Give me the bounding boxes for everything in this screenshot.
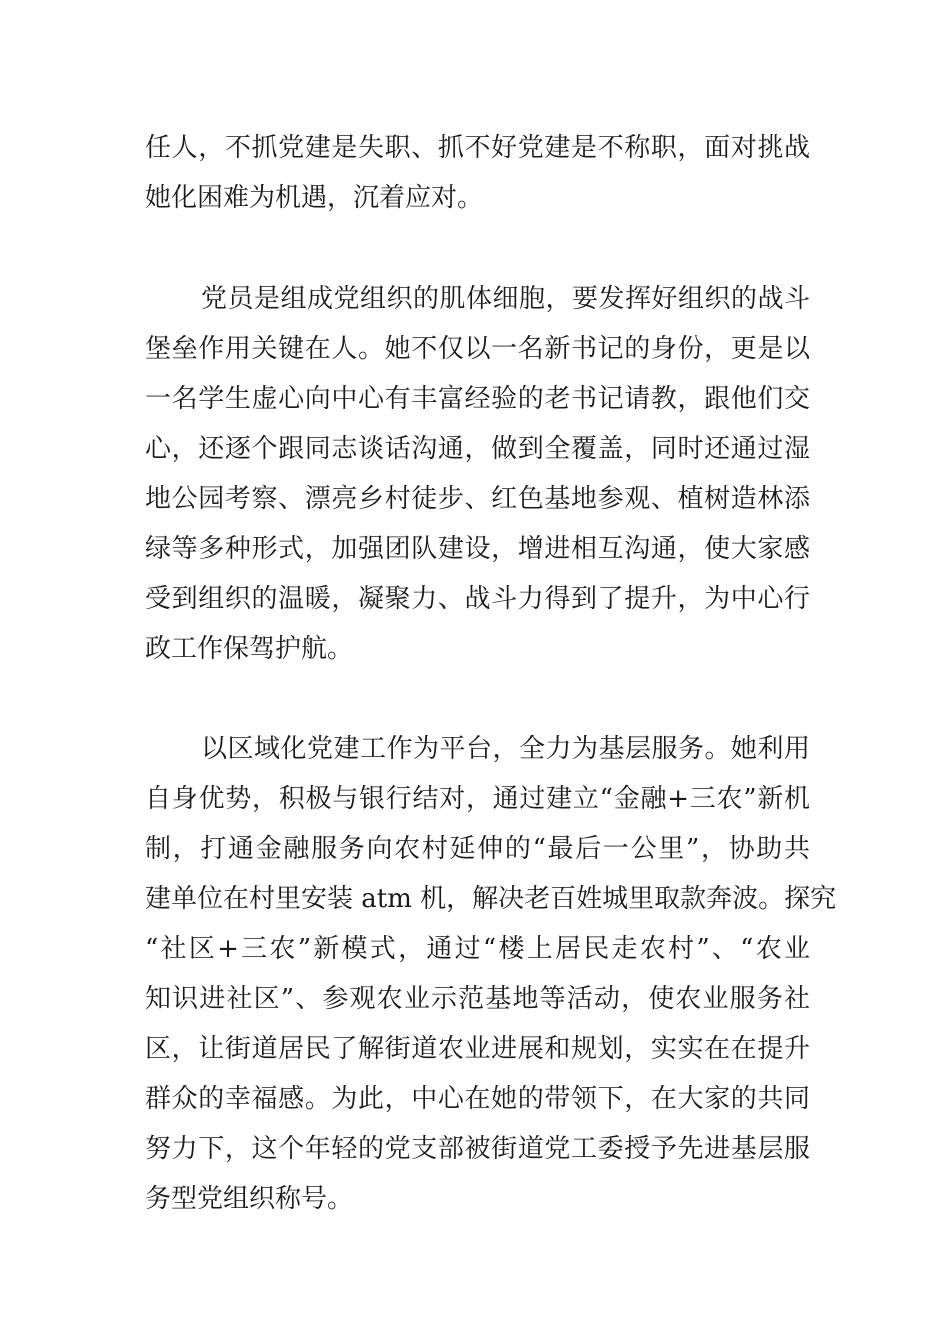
text-line: 建单位在村里安装 atm 机，解决老百姓城里取款奔波。探究 bbox=[145, 884, 837, 914]
text-line: 政工作保驾护航。 bbox=[145, 634, 354, 664]
text-line: “社区+三农”新模式，通过“楼上居民走农村”、“农业 bbox=[145, 934, 810, 964]
text-line: 自身优势，积极与银行结对，通过建立“金融+三农”新机 bbox=[145, 784, 810, 814]
text-line: 群众的幸福感。为此，中心在她的带领下，在大家的共同 bbox=[145, 1084, 810, 1114]
text-line: 区，让街道居民了解街道农业进展和规划，实实在在提升 bbox=[145, 1034, 810, 1064]
text-line: 心，还逐个跟同志谈话沟通，做到全覆盖，同时还通过湿 bbox=[145, 434, 810, 464]
text-line: 任人，不抓党建是失职、抓不好党建是不称职，面对挑战 bbox=[145, 133, 810, 163]
text-line: 知识进社区”、参观农业示范基地等活动，使农业服务社 bbox=[145, 984, 810, 1014]
text-line: 堡垒作用关键在人。她不仅以一名新书记的身份，更是以 bbox=[145, 334, 810, 364]
text-line: 受到组织的温暖，凝聚力、战斗力得到了提升，为中心行 bbox=[145, 584, 810, 614]
text-line: 她化困难为机遇，沉着应对。 bbox=[145, 183, 484, 213]
text-line: 绿等多种形式，加强团队建设，增进相互沟通，使大家感 bbox=[145, 534, 810, 564]
text-line: 地公园考察、漂亮乡村徒步、红色基地参观、植树造林添 bbox=[145, 484, 810, 514]
text-line: 党员是组成党组织的肌体细胞，要发挥好组织的战斗 bbox=[201, 284, 810, 314]
text-line: 制，打通金融服务向农村延伸的“最后一公里”，协助共 bbox=[145, 834, 810, 864]
text-line: 务型党组织称号。 bbox=[145, 1184, 354, 1214]
text-line: 一名学生虚心向中心有丰富经验的老书记请教，跟他们交 bbox=[145, 384, 810, 414]
text-line: 努力下，这个年轻的党支部被街道党工委授予先进基层服 bbox=[145, 1134, 810, 1164]
paragraph-3 bbox=[145, 724, 837, 1224]
text-line: 以区域化党建工作为平台，全力为基层服务。她利用 bbox=[201, 734, 810, 764]
paragraph-1 bbox=[145, 123, 810, 223]
paragraph-2 bbox=[145, 274, 810, 674]
